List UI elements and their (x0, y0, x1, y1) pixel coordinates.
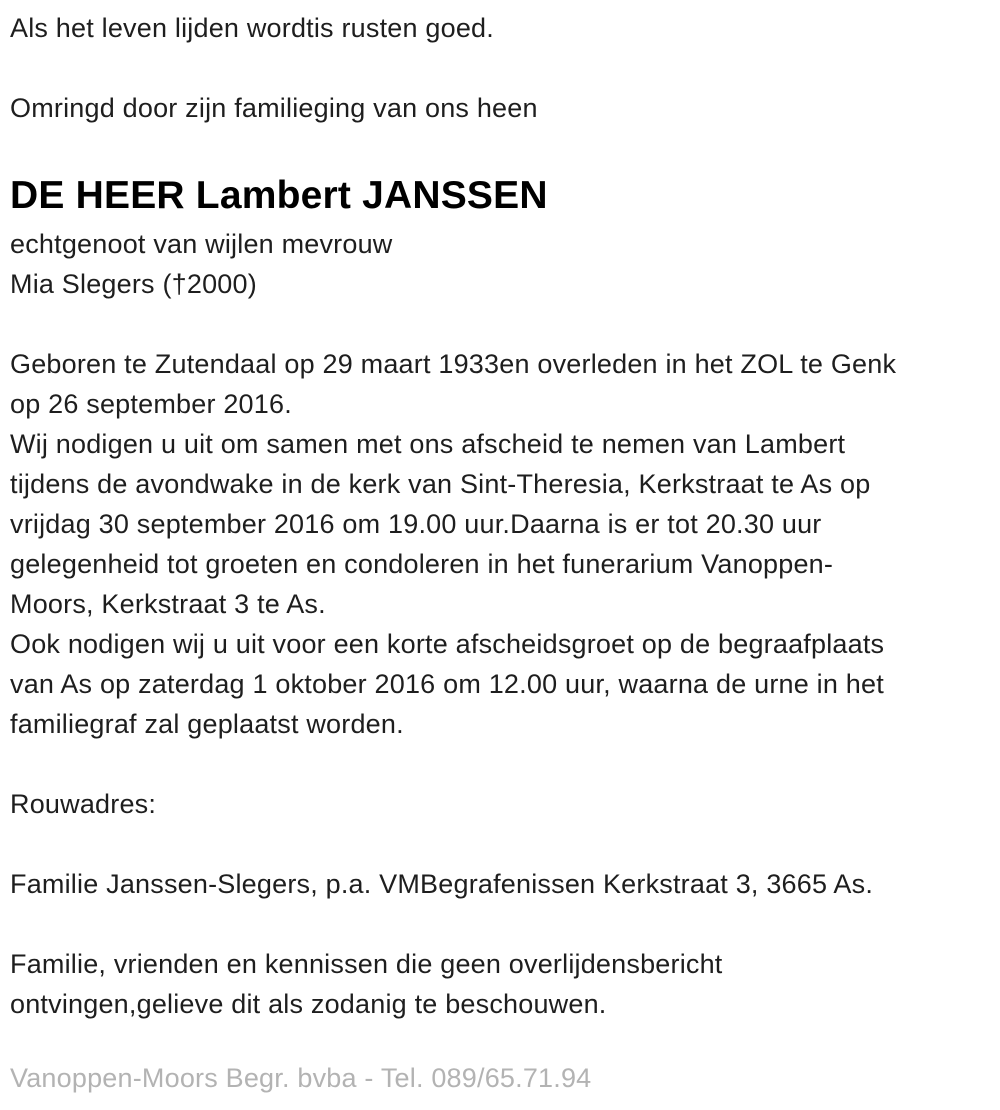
announcement-line: familiegraf zal geplaatst worden. (10, 709, 404, 739)
spacer (10, 1024, 990, 1058)
spouse-line: Mia Slegers (†2000) (10, 269, 257, 299)
rouwadres-address: Familie Janssen-Slegers, p.a. VMBegrafenissen Kerkstraat 3, 3665 As. (10, 869, 874, 899)
notice-paragraph (10, 944, 990, 1024)
notice-line: Familie, vrienden en kennissen die geen overlijdensbericht (10, 949, 723, 979)
announcement-line: Wij nodigen u uit om samen met ons afscheid te nemen van Lambert (10, 429, 846, 459)
opening-quote-line: Als het leven lijden wordtis rusten goed. (10, 13, 494, 43)
announcement-paragraph (10, 344, 990, 744)
rouwadres-label: Rouwadres: (10, 789, 157, 819)
announcement-line: van As op zaterdag 1 oktober 2016 om 12.00 uur, waarna de urne in het (10, 669, 884, 699)
spacer (10, 128, 990, 168)
spacer (10, 48, 990, 88)
announcement-line: vrijdag 30 september 2016 om 19.00 uur.Daarna is er tot 20.30 uur (10, 509, 822, 539)
announcement-line: gelegenheid tot groeten en condoleren in het funerarium Vanoppen- (10, 549, 834, 579)
announcement-line: tijdens de avondwake in de kerk van Sint-Theresia, Kerkstraat te As op (10, 469, 871, 499)
announcement-line: Geboren te Zutendaal op 29 maart 1933en overleden in het ZOL te Genk (10, 349, 897, 379)
funeral-home-footer: Vanoppen-Moors Begr. bvba - Tel. 089/65.71.94 (10, 1063, 592, 1093)
intro-line: Omringd door zijn familieging van ons heen (10, 93, 538, 123)
announcement-line: Ook nodigen wij u uit voor een korte afscheidsgroet op de begraafplaats (10, 629, 885, 659)
spacer (10, 304, 990, 344)
relation-line: echtgenoot van wijlen mevrouw (10, 229, 393, 259)
announcement-line: Moors, Kerkstraat 3 te As. (10, 589, 326, 619)
spacer (10, 904, 990, 944)
spacer (10, 744, 990, 784)
announcement-line: op 26 september 2016. (10, 389, 292, 419)
spacer (10, 824, 990, 864)
notice-line: ontvingen,gelieve dit als zodanig te beschouwen. (10, 989, 607, 1019)
deceased-name-heading: DE HEER Lambert JANSSEN (10, 174, 548, 217)
